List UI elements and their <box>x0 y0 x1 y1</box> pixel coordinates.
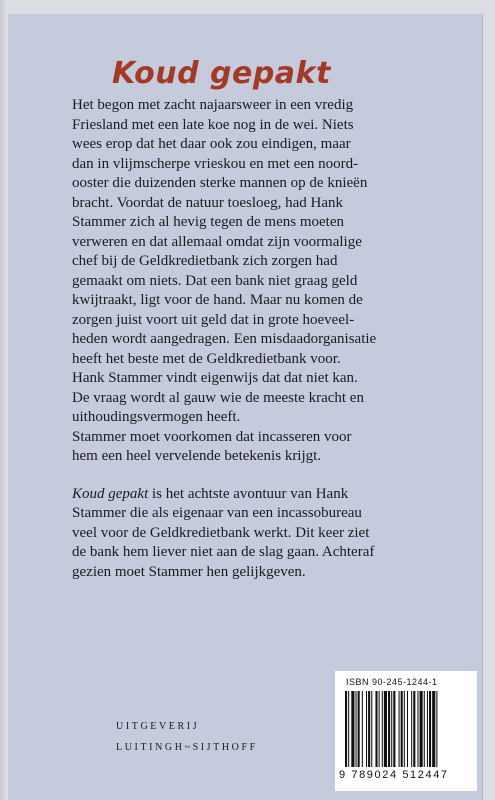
blurb-line: Hank Stammer vindt eigenwijs dat dat niet kan. <box>72 370 358 386</box>
blurb-line: kwijtraakt, ligt voor de hand. Maar nu komen de <box>72 292 363 308</box>
publisher-line: LUITINGH~SIJTHOFF <box>116 742 258 753</box>
blurb-line: heeft het beste met de Geldkredietbank voor. <box>72 350 341 367</box>
blurb-line: Stammer die als eigenaar van een incassobureau <box>72 505 362 521</box>
blurb-line: Friesland met een late koe nog in de wei. Niets <box>72 116 354 133</box>
blurb-line: uithoudingsvermogen heeft. <box>72 409 241 425</box>
blurb-line: verweren en dat allemaal omdat zijn voormalige <box>72 233 362 250</box>
publisher-imprint <box>116 716 258 758</box>
book-title: Koud gepakt <box>112 56 331 91</box>
blurb-line: gezien moet Stammer hen gelijkgeven. <box>72 563 306 580</box>
page-edge <box>0 0 6 800</box>
blurb-line: wees erop dat het daar ook zou eindigen, maar <box>72 136 351 152</box>
blurb-line: dan in vlijmscherpe vrieskou en met een noord- <box>72 155 359 172</box>
blurb-line: bracht. Voordat de natuur toesloeg, had Hank <box>72 194 344 211</box>
blurb-line: ooster die duizenden sterke mannen op de knieën <box>72 175 368 191</box>
isbn-label: ISBN 90-245-1244-1 <box>346 677 438 687</box>
blurb-paragraph-1 <box>72 96 452 467</box>
blurb-line: hem een heel vervelende betekenis krijgt. <box>72 448 322 464</box>
blurb-line <box>72 485 452 505</box>
blurb-line: chef bij de Geldkredietbank zich zorgen had <box>72 253 338 269</box>
publisher-line: UITGEVERIJ <box>116 721 200 732</box>
blurb-line: Stammer moet voorkomen dat incasseren voor <box>72 428 352 445</box>
paragraph-gap <box>72 467 452 485</box>
blurb-line: gemaakt om niets. Dat een bank niet graag geld <box>72 272 358 289</box>
blurb-line: zorgen juist voort uit geld dat in grote hoeveel- <box>72 311 355 328</box>
italic-book-title: Koud gepakt <box>72 485 149 502</box>
barcode-number: 9 789024 512447 <box>339 769 449 781</box>
blurb-line: veel voor de Geldkredietbank werkt. Dit keer ziet <box>72 524 370 541</box>
barcode-icon <box>343 691 469 767</box>
blurb-line-rest: is het achtste avontuur van Hank <box>148 485 349 502</box>
barcode-panel <box>335 671 477 791</box>
blurb-paragraph-2 <box>72 485 452 583</box>
blurb-line: heden wordt aangedragen. Een misdaadorganisatie <box>72 331 377 347</box>
blurb-line: de bank hem liever niet aan de slag gaan. Achteraf <box>72 544 375 560</box>
blurb-line: Stammer zich al hevig tegen de mens moeten <box>72 214 344 230</box>
blurb-line: Het begon met zacht najaarsweer in een vredig <box>72 97 354 113</box>
blurb-line: De vraag wordt al gauw wie de meeste kracht en <box>72 389 364 406</box>
blurb-text <box>72 96 452 582</box>
